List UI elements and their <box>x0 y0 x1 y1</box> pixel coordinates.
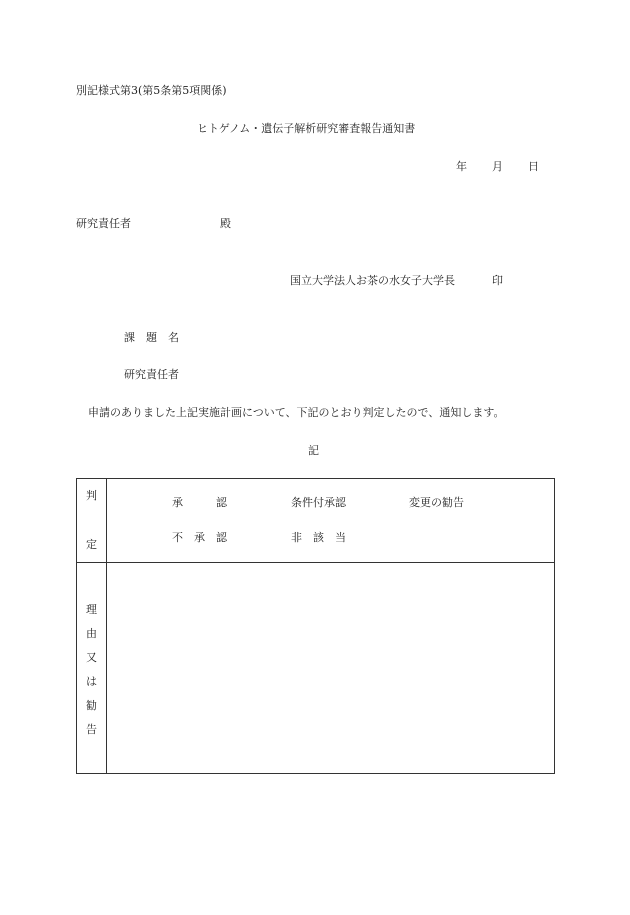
option-conditional-approval: 条件付承認 <box>291 496 346 509</box>
date-day: 日 <box>528 160 539 173</box>
reason-label-char: 理 <box>86 603 97 616</box>
reason-label-char: 又 <box>86 651 97 664</box>
judgment-label-top: 判 <box>86 489 97 502</box>
option-change-recommendation: 変更の勧告 <box>409 496 464 509</box>
date-year: 年 <box>456 160 467 173</box>
document-title: ヒトゲノム・遺伝子解析研究審査報告通知書 <box>197 122 416 135</box>
investigator-label: 研究責任者 <box>124 368 179 381</box>
reason-label-char: は <box>86 675 97 688</box>
option-not-applicable: 非 該 当 <box>291 531 346 544</box>
reason-label-char: 告 <box>86 723 97 736</box>
form-number: 別記様式第3(第5条第5項関係) <box>76 84 227 97</box>
issuer-seal: 印 <box>492 274 503 287</box>
addressee-honorific: 殿 <box>220 217 231 230</box>
subject-label: 課 題 名 <box>124 331 179 344</box>
date-month: 月 <box>492 160 503 173</box>
option-not-approved: 不 承 認 <box>172 531 227 544</box>
table-column-divider <box>106 479 107 773</box>
judgment-label-bottom: 定 <box>86 538 97 551</box>
ki-heading: 記 <box>308 444 319 457</box>
reason-label-char: 勧 <box>86 699 97 712</box>
table-row-divider <box>77 562 554 563</box>
reason-label-char: 由 <box>86 627 97 640</box>
notice-text: 申請のありました上記実施計画について、下記のとおり判定したので、通知します。 <box>88 406 505 419</box>
issuer-name: 国立大学法人お茶の水女子大学長 <box>290 274 455 287</box>
option-approved: 承 認 <box>172 496 227 509</box>
addressee-label: 研究責任者 <box>76 217 131 230</box>
judgment-table <box>76 478 555 774</box>
